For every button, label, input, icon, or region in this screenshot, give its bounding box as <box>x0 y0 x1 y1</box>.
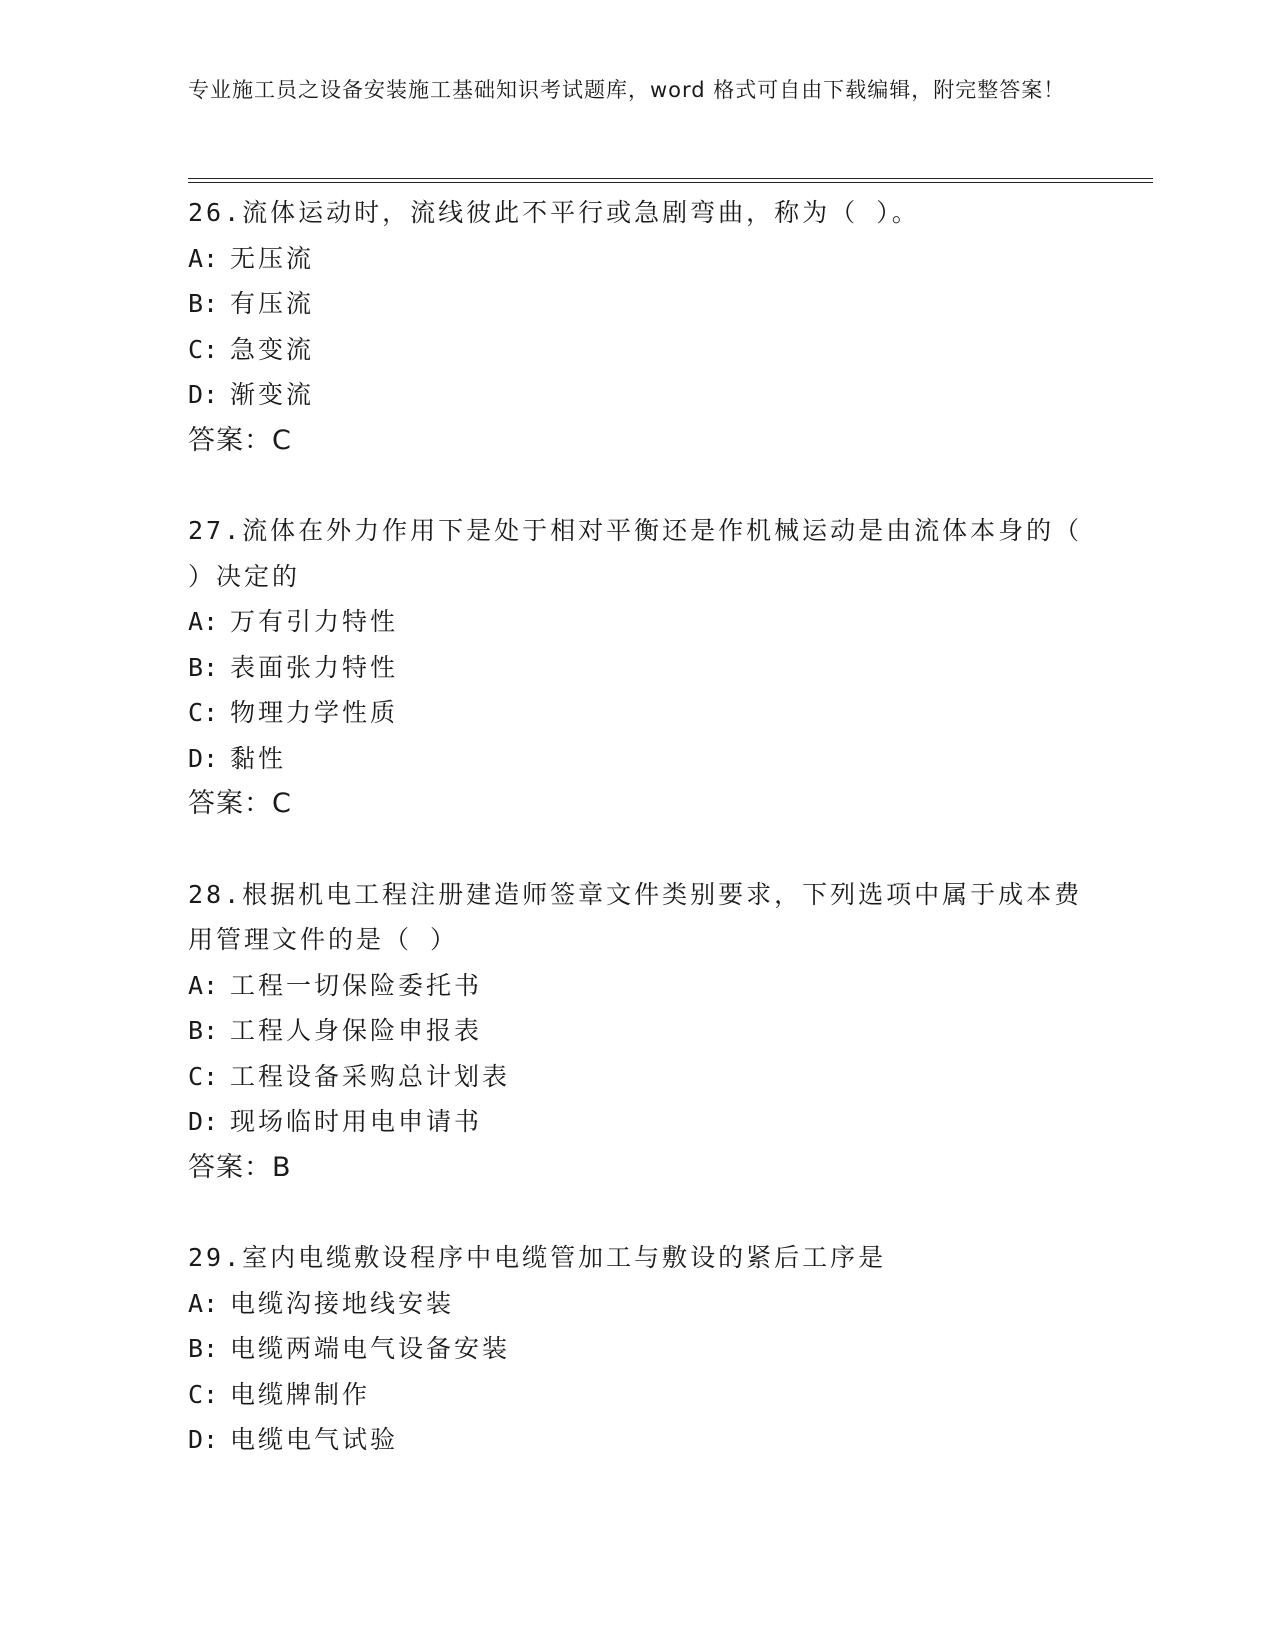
option-letter: D: <box>188 1107 219 1136</box>
option-c <box>188 690 1088 736</box>
option-text: 渐变流 <box>230 380 315 409</box>
option-b <box>188 1326 1088 1372</box>
option-text: 无压流 <box>230 243 315 273</box>
question-stem: 29.室内电缆敷设程序中电缆管加工与敷设的紧后工序是 <box>188 1243 887 1272</box>
option-c <box>188 1054 1088 1100</box>
option-text: 现场临时用电申请书 <box>230 1107 483 1136</box>
option-text: 电缆牌制作 <box>230 1379 371 1409</box>
option-d <box>188 372 1088 418</box>
option-letter: B: <box>188 1016 219 1045</box>
option-a <box>188 963 1088 1009</box>
option-text: 电缆沟接地线安装 <box>230 1288 455 1318</box>
option-letter: B: <box>188 652 219 682</box>
option-letter: D: <box>188 743 219 773</box>
option-text: 有压流 <box>230 289 315 318</box>
option-letter: C: <box>188 1379 219 1409</box>
option-text: 工程人身保险申报表 <box>230 1016 483 1045</box>
document-header: 专业施工员之设备安装施工基础知识考试题库，word 格式可自由下载编辑，附完整答案！ <box>188 78 1066 102</box>
option-text: 电缆电气试验 <box>230 1425 399 1454</box>
option-letter: D: <box>188 380 219 409</box>
question-stem: 27.流体在外力作用下是处于相对平衡还是作机械运动是由流体本身的（ ）决定的 <box>188 516 1083 591</box>
option-letter: A: <box>188 1288 219 1318</box>
header-divider-bottom <box>188 182 1153 183</box>
option-text: 急变流 <box>230 334 315 364</box>
option-d <box>188 1099 1088 1145</box>
option-letter: C: <box>188 334 219 364</box>
question-28 <box>188 872 1088 1191</box>
answer-line: 答案：C <box>188 788 292 819</box>
question-stem: 26.流体运动时，流线彼此不平行或急剧弯曲，称为（ ）。 <box>188 198 920 227</box>
option-b <box>188 281 1088 327</box>
option-a <box>188 1281 1088 1327</box>
question-stem: 28.根据机电工程注册建造师签章文件类别要求，下列选项中属于成本费用管理文件的是（ ） <box>188 879 1083 954</box>
option-b <box>188 1008 1088 1054</box>
option-d <box>188 1417 1088 1463</box>
option-letter: C: <box>188 1061 219 1091</box>
question-29 <box>188 1235 1088 1463</box>
option-a <box>188 599 1088 645</box>
option-c <box>188 1372 1088 1418</box>
option-letter: A: <box>188 970 219 1000</box>
question-27 <box>188 508 1088 827</box>
option-letter: C: <box>188 698 219 727</box>
option-letter: B: <box>188 289 219 318</box>
option-c <box>188 327 1088 373</box>
answer-line: 答案：B <box>188 1151 292 1183</box>
question-26 <box>188 190 1088 463</box>
option-text: 电缆两端电气设备安装 <box>230 1334 511 1363</box>
option-a <box>188 236 1088 282</box>
option-letter: A: <box>188 607 219 636</box>
option-text: 物理力学性质 <box>230 698 399 727</box>
option-d <box>188 736 1088 782</box>
option-text: 工程设备采购总计划表 <box>230 1061 511 1091</box>
question-list <box>188 190 1088 1508</box>
header-divider-top <box>188 178 1153 179</box>
option-letter: B: <box>188 1334 219 1363</box>
option-text: 万有引力特性 <box>230 607 399 636</box>
option-text: 黏性 <box>230 743 287 773</box>
option-letter: D: <box>188 1425 219 1454</box>
option-letter: A: <box>188 243 219 273</box>
option-b <box>188 645 1088 691</box>
option-text: 工程一切保险委托书 <box>230 970 483 1000</box>
option-text: 表面张力特性 <box>230 652 399 682</box>
answer-line: 答案：C <box>188 424 292 456</box>
